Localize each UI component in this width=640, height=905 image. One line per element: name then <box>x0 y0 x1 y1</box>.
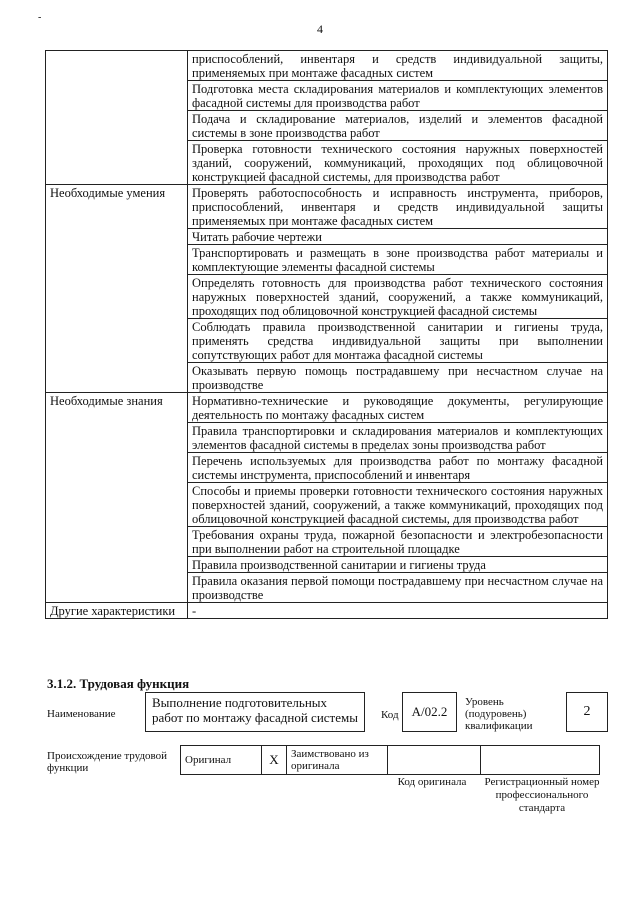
page-number: 4 <box>317 22 323 36</box>
borrowed-label: Заимствовано из оригинала <box>291 748 369 772</box>
row-text: Нормативно-технические и руководящие документы, регулирующие деятельность по монтажу фасадных систем <box>188 393 608 423</box>
row-text: Определять готовность для производства работ технического состояния наружных поверхностей зданий, сооружений, а также коммуникаций, проходящих под облицовочной конструкцией фасадной системы <box>188 275 608 319</box>
row-text: Требования охраны труда, пожарной безопасности и электробезопасности при выполнении работ на строительной площадке <box>188 527 608 557</box>
row-text: Оказывать первую помощь пострадавшему при несчастном случае на производстве <box>188 363 608 393</box>
original-label: Оригинал <box>185 754 232 766</box>
level-box <box>566 692 608 732</box>
row-text: Способы и приемы проверки готовности технического состояния наружных поверхностей зданий, сооружений, а также коммуникаций, проходящих под облицовочной конструкцией фасадной системы, для производства работ <box>188 483 608 527</box>
level-value: 2 <box>583 704 591 719</box>
level-label: Уровень (подуровень) квалификации <box>465 696 533 732</box>
row-label: Необходимые знания <box>46 393 188 603</box>
row-text: Правила производственной санитарии и гигиены труда <box>188 557 608 573</box>
reg-number-caption: Регистрационный номер профессионального стандарта <box>484 776 600 814</box>
row-text: Проверка готовности технического состояния наружных поверхностей зданий, сооружений, коммуникаций, проходящих под облицовочной конструкцией фасадной системы, для производства работ <box>188 141 608 185</box>
origin-label: Происхождение трудовой функции <box>47 750 168 774</box>
row-label: Необходимые умения <box>46 185 188 393</box>
row-text: Перечень используемых для производства работ по монтажу фасадной системы инструмента, приспособлений и инвентаря <box>188 453 608 483</box>
row-text: - <box>188 603 608 619</box>
table-row <box>46 51 608 81</box>
row-text: Читать рабочие чертежи <box>188 229 608 245</box>
code-original-cell <box>388 746 481 775</box>
row-text: Соблюдать правила производственной санитарии и гигиены труда, применять средства индивидуальной защиты при выполнении сопутствующих работ для монтажа фасадной системы <box>188 319 608 363</box>
function-name-box <box>145 692 365 732</box>
row-label <box>46 51 188 185</box>
code-value: A/02.2 <box>411 704 448 719</box>
requirements-table <box>45 50 608 619</box>
code-original-caption: Код оригинала <box>397 776 467 788</box>
table-row <box>46 603 608 619</box>
row-text: Подготовка места складирования материалов и комплектующих элементов фасадной системы для производства работ <box>188 81 608 111</box>
original-mark: X <box>269 752 279 767</box>
section-title: 3.1.2. Трудовая функция <box>47 676 190 691</box>
table-row <box>46 185 608 229</box>
row-text: Проверять работоспособность и исправность инструмента, приборов, приспособлений, инвентаря и средств индивидуальной защиты применяемых при монтаже фасадных систем <box>188 185 608 229</box>
row-text: приспособлений, инвентаря и средств индивидуальной защиты, применяемых при монтаже фасадных систем <box>188 51 608 81</box>
borrowed-cell <box>287 746 388 775</box>
row-label: Другие характеристики <box>46 603 188 619</box>
reg-number-cell <box>481 746 600 775</box>
original-mark-cell <box>262 746 287 775</box>
code-box <box>402 692 457 732</box>
corner-mark: - <box>38 12 42 23</box>
row-text: Подача и складирование материалов, изделий и элементов фасадной системы в зоне производства работ <box>188 111 608 141</box>
name-label: Наименование <box>47 708 116 720</box>
row-text: Правила оказания первой помощи пострадавшему при несчастном случае на производстве <box>188 573 608 603</box>
function-name: Выполнение подготовительных работ по монтажу фасадной системы <box>152 695 358 725</box>
origin-table <box>180 745 600 775</box>
original-cell <box>181 746 262 775</box>
row-text: Правила транспортировки и складирования материалов и комплектующих элементов фасадной системы в пределах зоны производства работ <box>188 423 608 453</box>
row-text: Транспортировать и размещать в зоне производства работ материалы и комплектующие элементы фасадной системы <box>188 245 608 275</box>
table-row <box>46 393 608 423</box>
code-label: Код <box>381 709 399 721</box>
